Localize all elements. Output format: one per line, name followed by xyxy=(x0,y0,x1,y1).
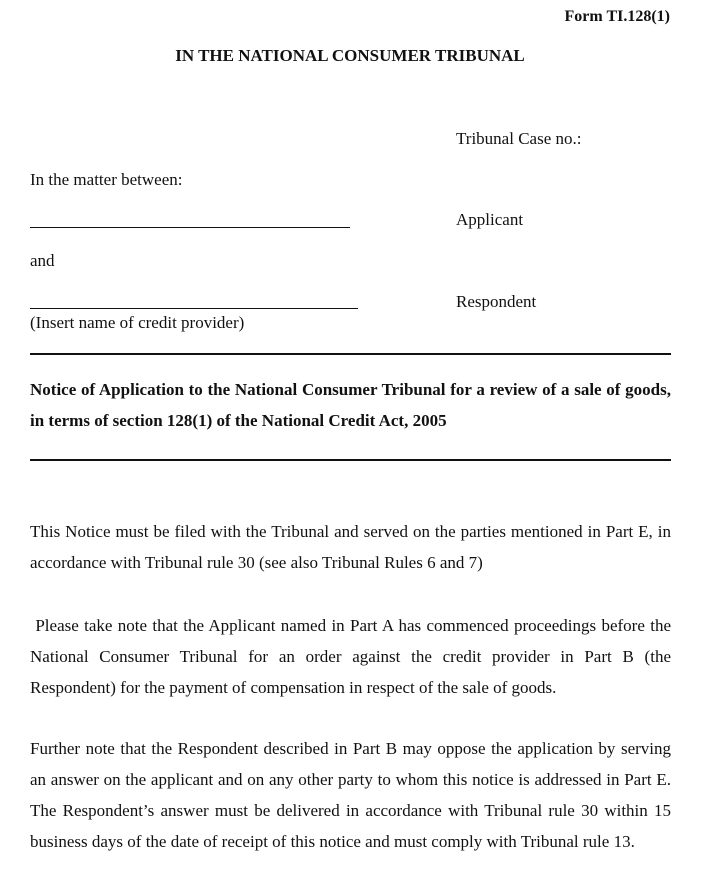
notice-title: Notice of Application to the National Consumer Tribunal for a review of a sale of goods, in terms of section 128(1) of the National Credit Act, 2005 xyxy=(30,380,671,430)
divider-top xyxy=(30,353,671,355)
respondent-label: Respondent xyxy=(456,292,537,311)
matter-between-label: In the matter between: xyxy=(30,170,183,189)
respondent-name-line xyxy=(30,308,358,309)
applicant-label: Applicant xyxy=(456,210,524,229)
and-label: and xyxy=(30,251,55,270)
paragraph-filing: This Notice must be filed with the Tribunal and served on the parties mentioned in Part E, in accordance with Tribunal rule 30 (see also Tribunal Rules 6 and 7) xyxy=(30,522,671,572)
paragraph-proceedings: Please take note that the Applicant named in Part A has commenced proceedings before the National Consumer Tribunal for an order against the credit provider in Part B (the Respondent) for the payment of compensation in respect of the sale of goods. xyxy=(30,616,671,697)
insert-credit-provider-note: (Insert name of credit provider) xyxy=(30,313,245,332)
case-number-label: Tribunal Case no.: xyxy=(456,129,582,148)
tribunal-heading: IN THE NATIONAL CONSUMER TRIBUNAL xyxy=(175,46,525,65)
paragraph-opposition: Further note that the Respondent described in Part B may oppose the application by serving an answer on the applicant and on any other party to whom this notice is addressed in Part E. The Respondent’s answer must be delivered in accordance with Tribunal rule 30 within 15 business days of the date of receipt of this notice and must comply with Tribunal rule 13. xyxy=(30,739,671,851)
divider-bottom xyxy=(30,459,671,461)
form-number: Form TI.128(1) xyxy=(564,8,670,25)
applicant-name-line xyxy=(30,227,350,228)
